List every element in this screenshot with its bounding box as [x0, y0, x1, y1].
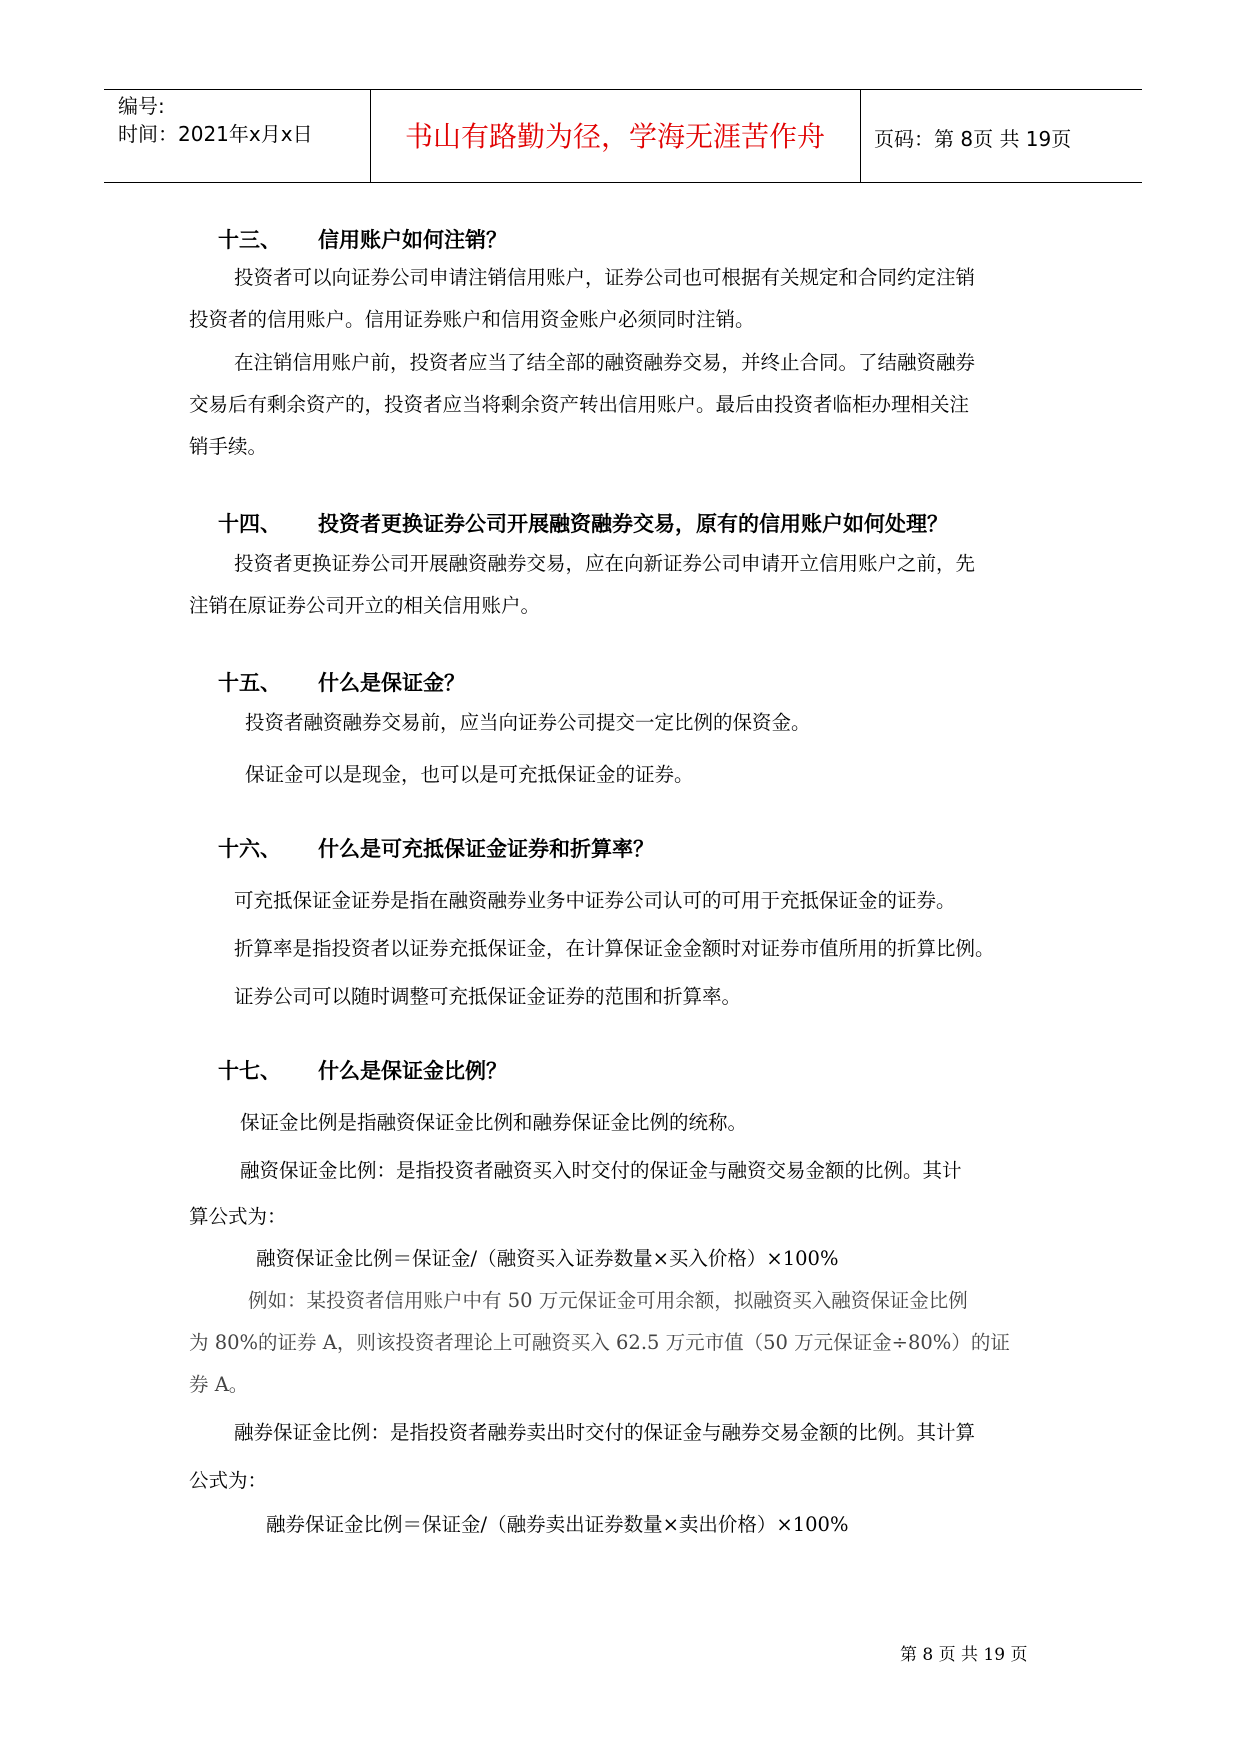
section-number: 十七、 [218, 1059, 281, 1083]
section-heading [218, 1058, 507, 1084]
section-heading [218, 670, 465, 696]
page-footer: 第 8 页 共 19 页 [900, 1645, 1028, 1665]
header-top-rule [104, 89, 1142, 90]
paragraph-line: 在注销信用账户前，投资者应当了结全部的融资融券交易，并终止合同。了结融资融券 [234, 351, 976, 374]
section-heading [218, 836, 654, 862]
paragraph-line: 投资者更换证券公司开展融资融券交易，应在向新证券公司申请开立信用账户之前，先 [234, 552, 976, 575]
section-title: 信用账户如何注销？ [318, 228, 507, 252]
section-heading [218, 511, 948, 537]
section-number: 十五、 [218, 671, 281, 695]
page-label: 页码：第 8页 共 19页 [874, 127, 1072, 151]
paragraph-line: 公式为： [189, 1469, 268, 1492]
header-slogan: 书山有路勤为径，学海无涯苦作舟 [404, 120, 825, 153]
section-title: 什么是保证金？ [318, 671, 465, 695]
paragraph-line: 注销在原证券公司开立的相关信用账户。 [189, 594, 541, 617]
section-number: 十三、 [218, 228, 281, 252]
paragraph-line: 算公式为： [189, 1205, 287, 1228]
paragraph-line: 保证金比例是指融资保证金比例和融券保证金比例的统称。 [240, 1111, 748, 1134]
section-title: 投资者更换证券公司开展融资融券交易，原有的信用账户如何处理？ [318, 512, 948, 536]
paragraph-line: 投资者融资融券交易前，应当向证券公司提交一定比例的保资金。 [245, 711, 811, 734]
section-title: 什么是可充抵保证金证券和折算率？ [318, 837, 654, 861]
formula-line: 融券保证金比例＝保证金/（融券卖出证券数量×卖出价格）×100% [266, 1513, 849, 1536]
serial-label: 编号: [118, 94, 165, 118]
header-divider-right [860, 89, 861, 182]
paragraph-line: 折算率是指投资者以证券充抵保证金，在计算保证金金额时对证券市值所用的折算比例。 [234, 937, 995, 960]
example-line: 为 80%的证券 A，则该投资者理论上可融资买入 62.5 万元市值（50 万元保证金÷80%）的证 [189, 1331, 1010, 1354]
example-line: 券 A。 [189, 1373, 249, 1396]
example-line: 例如：某投资者信用账户中有 50 万元保证金可用余额，拟融资买入融资保证金比例 [248, 1289, 968, 1312]
paragraph-line: 融资保证金比例：是指投资者融资买入时交付的保证金与融资交易金额的比例。其计 [240, 1159, 962, 1182]
section-number: 十六、 [218, 837, 281, 861]
paragraph-line: 证券公司可以随时调整可充抵保证金证券的范围和折算率。 [234, 985, 742, 1008]
paragraph-line: 保证金可以是现金，也可以是可充抵保证金的证券。 [245, 763, 694, 786]
paragraph-line: 投资者可以向证券公司申请注销信用账户，证券公司也可根据有关规定和合同约定注销 [234, 266, 976, 289]
paragraph-line: 销手续。 [189, 435, 268, 458]
paragraph-line: 可充抵保证金证券是指在融资融券业务中证券公司认可的可用于充抵保证金的证券。 [234, 889, 956, 912]
section-number: 十四、 [218, 512, 281, 536]
formula-line: 融资保证金比例＝保证金/（融资买入证券数量×买入价格）×100% [256, 1247, 839, 1270]
paragraph-line: 交易后有剩余资产的，投资者应当将剩余资产转出信用账户。最后由投资者临柜办理相关注 [189, 393, 970, 416]
time-label: 时间：2021年x月x日 [118, 122, 313, 146]
section-heading [218, 227, 507, 253]
paragraph-line: 投资者的信用账户。信用证券账户和信用资金账户必须同时注销。 [189, 308, 755, 331]
paragraph-line: 融券保证金比例：是指投资者融券卖出时交付的保证金与融券交易金额的比例。其计算 [234, 1421, 976, 1444]
header-bottom-rule [104, 182, 1142, 183]
section-title: 什么是保证金比例？ [318, 1059, 507, 1083]
